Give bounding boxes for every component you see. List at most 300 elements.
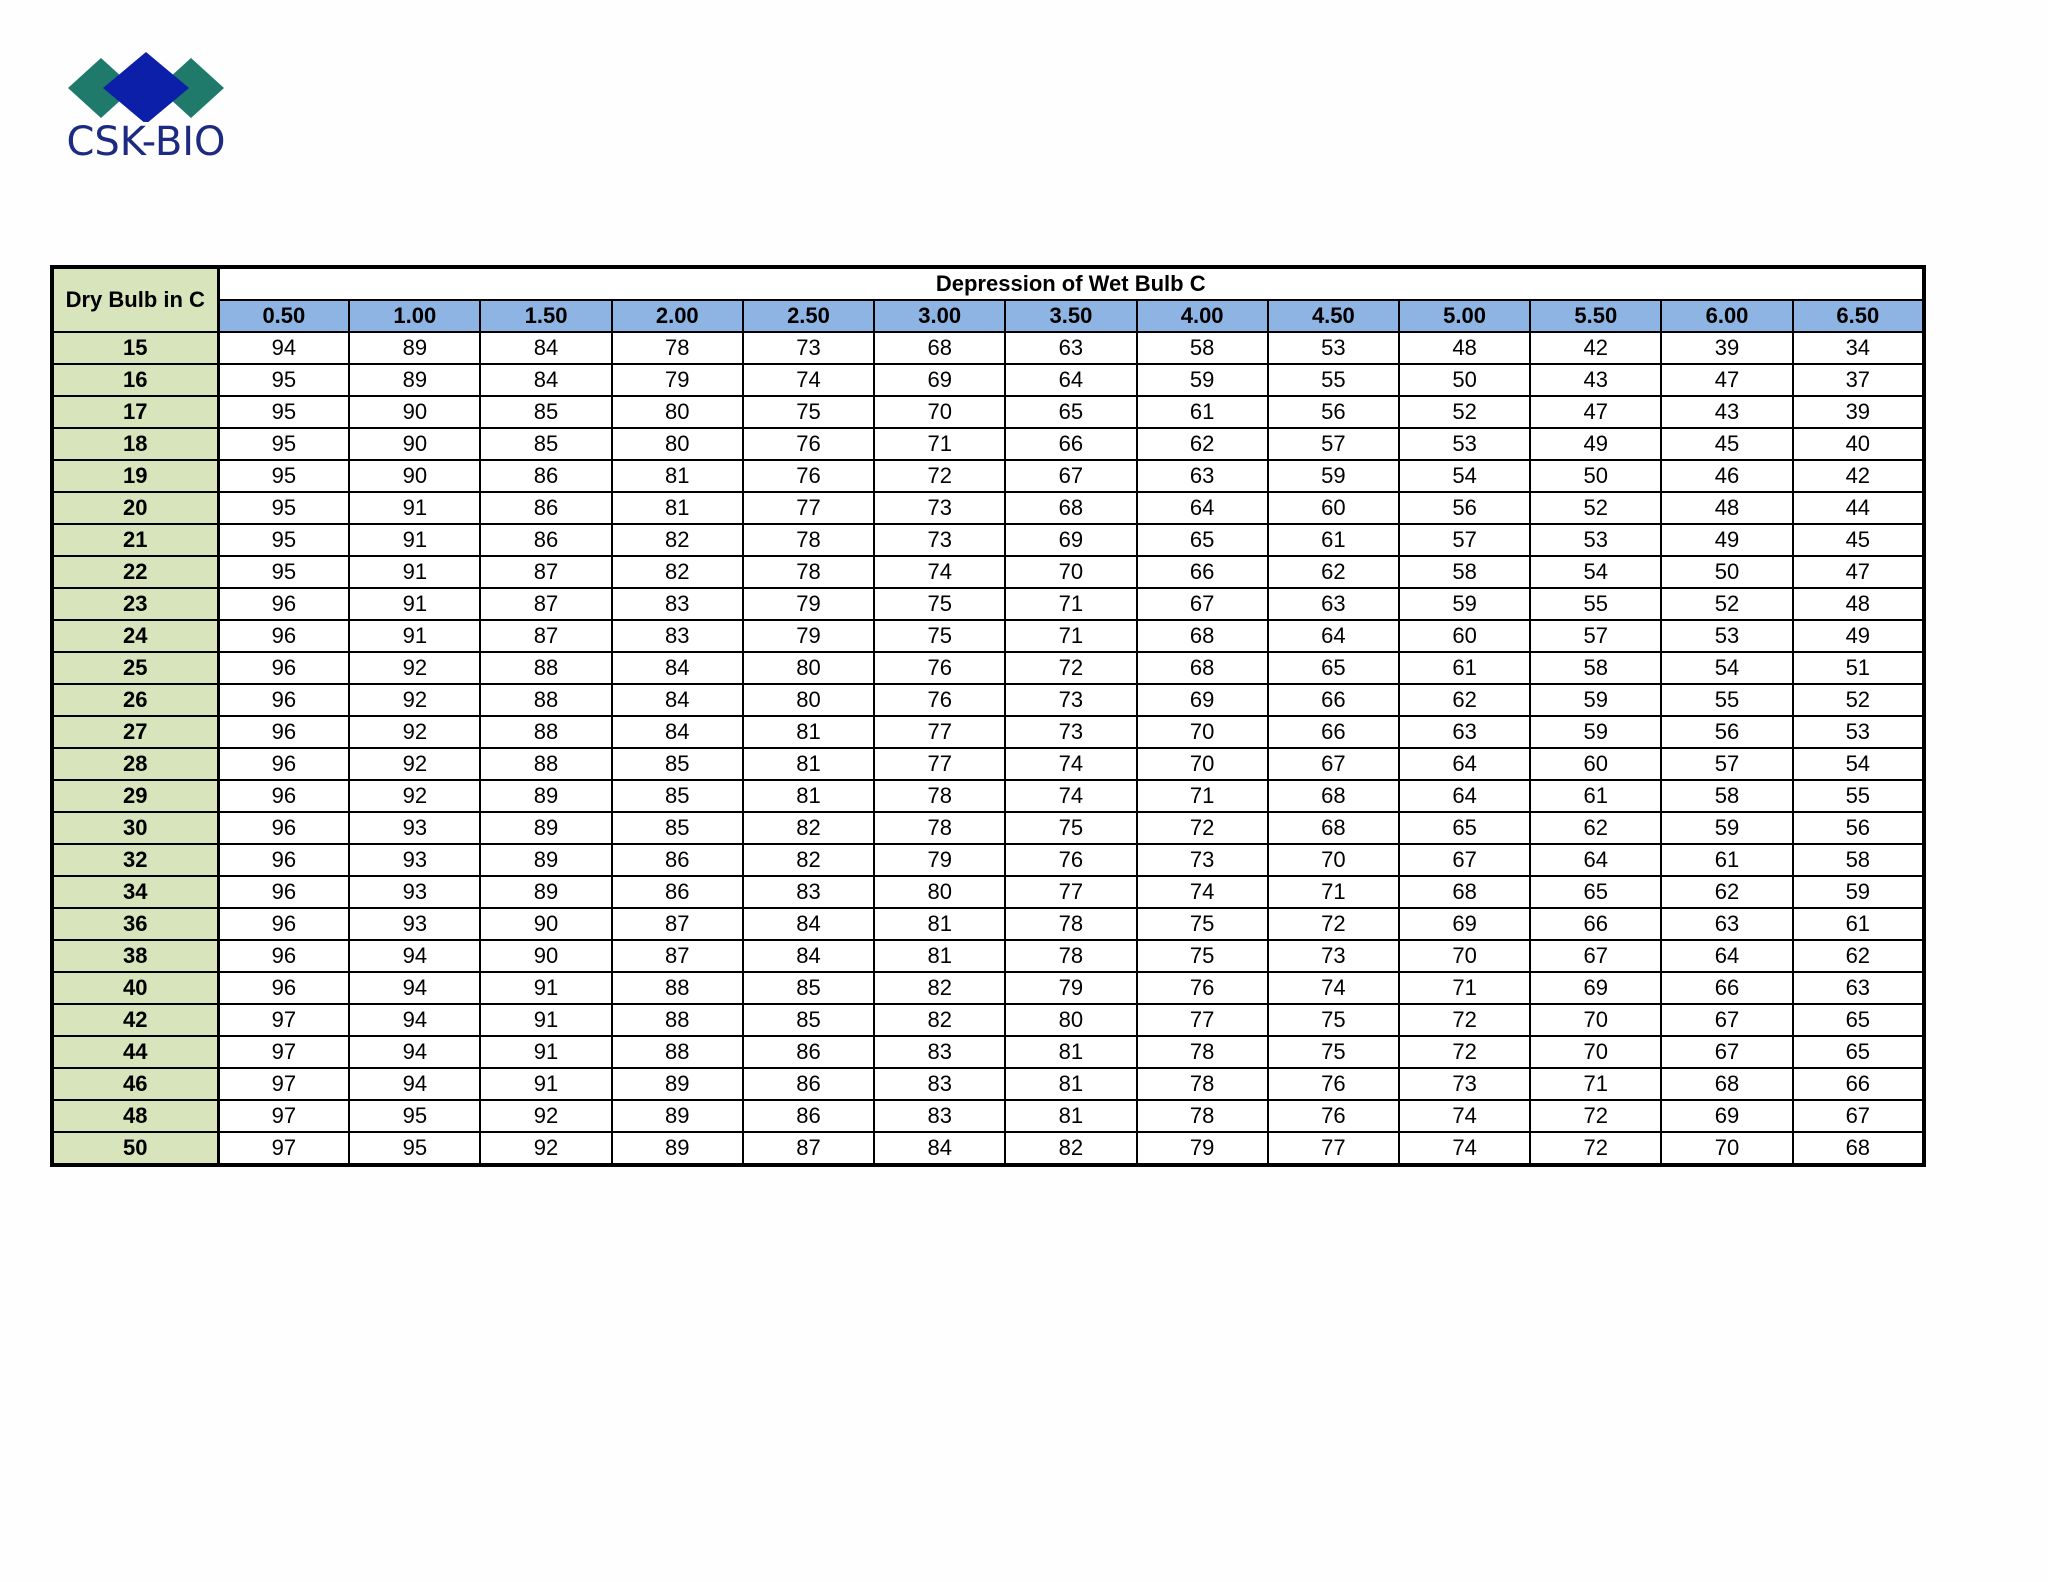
- humidity-cell: 92: [349, 716, 480, 748]
- dry-bulb-value: 18: [52, 428, 218, 460]
- humidity-cell: 97: [218, 1068, 349, 1100]
- humidity-cell: 63: [1793, 972, 1924, 1004]
- table-row: [52, 556, 1924, 588]
- humidity-cell: 81: [612, 460, 743, 492]
- humidity-cell: 78: [1005, 940, 1136, 972]
- relative-humidity-table: [50, 265, 1926, 1167]
- humidity-cell: 76: [743, 428, 874, 460]
- humidity-cell: 34: [1793, 332, 1924, 364]
- dry-bulb-value: 32: [52, 844, 218, 876]
- humidity-cell: 57: [1530, 620, 1661, 652]
- table-row: [52, 1004, 1924, 1036]
- humidity-cell: 67: [1793, 1100, 1924, 1132]
- humidity-cell: 96: [218, 780, 349, 812]
- dry-bulb-value: 29: [52, 780, 218, 812]
- humidity-cell: 78: [1137, 1036, 1268, 1068]
- humidity-cell: 85: [743, 972, 874, 1004]
- column-header: 3.50: [1005, 300, 1136, 332]
- column-header: 6.50: [1793, 300, 1924, 332]
- dry-bulb-value: 50: [52, 1132, 218, 1165]
- humidity-cell: 76: [1005, 844, 1136, 876]
- humidity-cell: 58: [1793, 844, 1924, 876]
- humidity-cell: 69: [1005, 524, 1136, 556]
- humidity-cell: 65: [1399, 812, 1530, 844]
- humidity-cell: 97: [218, 1132, 349, 1165]
- humidity-cell: 91: [480, 1068, 611, 1100]
- column-header: 0.50: [218, 300, 349, 332]
- dry-bulb-value: 25: [52, 652, 218, 684]
- humidity-cell: 87: [480, 556, 611, 588]
- humidity-cell: 59: [1793, 876, 1924, 908]
- humidity-cell: 91: [349, 524, 480, 556]
- humidity-cell: 62: [1137, 428, 1268, 460]
- humidity-cell: 84: [612, 684, 743, 716]
- humidity-cell: 95: [349, 1100, 480, 1132]
- humidity-cell: 96: [218, 876, 349, 908]
- humidity-cell: 95: [218, 364, 349, 396]
- humidity-cell: 79: [612, 364, 743, 396]
- humidity-cell: 68: [1661, 1068, 1792, 1100]
- humidity-cell: 79: [743, 588, 874, 620]
- column-header: 1.50: [480, 300, 611, 332]
- dry-bulb-value: 17: [52, 396, 218, 428]
- humidity-cell: 59: [1530, 716, 1661, 748]
- humidity-cell: 59: [1530, 684, 1661, 716]
- column-header: 4.50: [1268, 300, 1399, 332]
- humidity-cell: 67: [1005, 460, 1136, 492]
- table-row: [52, 972, 1924, 1004]
- humidity-cell: 96: [218, 972, 349, 1004]
- column-header: 2.00: [612, 300, 743, 332]
- humidity-cell: 76: [1137, 972, 1268, 1004]
- dry-bulb-value: 30: [52, 812, 218, 844]
- humidity-cell: 79: [1005, 972, 1136, 1004]
- table-row: [52, 908, 1924, 940]
- dry-bulb-value: 38: [52, 940, 218, 972]
- humidity-cell: 50: [1399, 364, 1530, 396]
- humidity-cell: 42: [1530, 332, 1661, 364]
- dry-bulb-value: 44: [52, 1036, 218, 1068]
- humidity-cell: 62: [1399, 684, 1530, 716]
- table-group-header-row: [52, 267, 1924, 300]
- humidity-cell: 60: [1399, 620, 1530, 652]
- humidity-cell: 64: [1137, 492, 1268, 524]
- humidity-cell: 70: [1137, 748, 1268, 780]
- humidity-cell: 81: [743, 716, 874, 748]
- humidity-cell: 83: [612, 588, 743, 620]
- humidity-cell: 80: [743, 684, 874, 716]
- humidity-cell: 87: [480, 620, 611, 652]
- humidity-cell: 63: [1399, 716, 1530, 748]
- humidity-cell: 59: [1268, 460, 1399, 492]
- humidity-cell: 76: [874, 652, 1005, 684]
- humidity-cell: 76: [874, 684, 1005, 716]
- humidity-cell: 94: [349, 1068, 480, 1100]
- humidity-cell: 78: [1005, 908, 1136, 940]
- humidity-cell: 85: [480, 396, 611, 428]
- humidity-cell: 86: [480, 492, 611, 524]
- humidity-cell: 65: [1005, 396, 1136, 428]
- humidity-cell: 39: [1661, 332, 1792, 364]
- humidity-cell: 80: [612, 396, 743, 428]
- humidity-cell: 61: [1793, 908, 1924, 940]
- humidity-cell: 77: [1268, 1132, 1399, 1165]
- humidity-cell: 91: [480, 1036, 611, 1068]
- humidity-cell: 49: [1793, 620, 1924, 652]
- humidity-cell: 96: [218, 844, 349, 876]
- dry-bulb-value: 22: [52, 556, 218, 588]
- humidity-cell: 89: [480, 812, 611, 844]
- humidity-cell: 49: [1530, 428, 1661, 460]
- humidity-cell: 73: [1005, 684, 1136, 716]
- humidity-cell: 88: [480, 716, 611, 748]
- humidity-cell: 46: [1661, 460, 1792, 492]
- dry-bulb-value: 42: [52, 1004, 218, 1036]
- humidity-cell: 80: [1005, 1004, 1136, 1036]
- table-row: [52, 364, 1924, 396]
- humidity-cell: 73: [1399, 1068, 1530, 1100]
- humidity-cell: 37: [1793, 364, 1924, 396]
- humidity-cell: 81: [1005, 1100, 1136, 1132]
- table-row: [52, 620, 1924, 652]
- humidity-cell: 43: [1661, 396, 1792, 428]
- humidity-cell: 71: [1005, 620, 1136, 652]
- humidity-cell: 72: [874, 460, 1005, 492]
- humidity-cell: 72: [1137, 812, 1268, 844]
- humidity-cell: 85: [612, 812, 743, 844]
- table-row: [52, 332, 1924, 364]
- humidity-cell: 74: [1399, 1100, 1530, 1132]
- column-header: 6.00: [1661, 300, 1792, 332]
- humidity-cell: 52: [1793, 684, 1924, 716]
- humidity-cell: 61: [1661, 844, 1792, 876]
- table-row: [52, 748, 1924, 780]
- humidity-cell: 88: [480, 748, 611, 780]
- humidity-cell: 53: [1399, 428, 1530, 460]
- humidity-cell: 66: [1137, 556, 1268, 588]
- humidity-cell: 89: [349, 332, 480, 364]
- company-logo: [56, 52, 236, 182]
- humidity-cell: 49: [1661, 524, 1792, 556]
- humidity-cell: 47: [1793, 556, 1924, 588]
- humidity-cell: 72: [1399, 1036, 1530, 1068]
- humidity-cell: 77: [874, 748, 1005, 780]
- column-header: 1.00: [349, 300, 480, 332]
- dry-bulb-value: 19: [52, 460, 218, 492]
- dry-bulb-value: 28: [52, 748, 218, 780]
- humidity-cell: 73: [1268, 940, 1399, 972]
- humidity-cell: 71: [1137, 780, 1268, 812]
- humidity-cell: 47: [1661, 364, 1792, 396]
- humidity-cell: 53: [1530, 524, 1661, 556]
- humidity-cell: 45: [1793, 524, 1924, 556]
- humidity-cell: 82: [612, 524, 743, 556]
- humidity-cell: 89: [612, 1132, 743, 1165]
- humidity-cell: 85: [480, 428, 611, 460]
- humidity-cell: 52: [1399, 396, 1530, 428]
- humidity-cell: 93: [349, 908, 480, 940]
- humidity-cell: 92: [349, 652, 480, 684]
- logo-text: CSK-BIO: [66, 119, 226, 165]
- humidity-cell: 77: [1005, 876, 1136, 908]
- humidity-cell: 74: [1268, 972, 1399, 1004]
- humidity-cell: 53: [1661, 620, 1792, 652]
- dry-bulb-value: 48: [52, 1100, 218, 1132]
- humidity-cell: 84: [743, 908, 874, 940]
- humidity-cell: 56: [1399, 492, 1530, 524]
- table-row: [52, 652, 1924, 684]
- humidity-cell: 79: [1137, 1132, 1268, 1165]
- humidity-cell: 78: [874, 812, 1005, 844]
- humidity-cell: 57: [1399, 524, 1530, 556]
- humidity-cell: 70: [1137, 716, 1268, 748]
- humidity-cell: 78: [874, 780, 1005, 812]
- humidity-cell: 55: [1661, 684, 1792, 716]
- table-row: [52, 1068, 1924, 1100]
- humidity-cell: 95: [218, 556, 349, 588]
- humidity-cell: 81: [1005, 1036, 1136, 1068]
- table-column-header-row: [52, 300, 1924, 332]
- humidity-cell: 70: [1661, 1132, 1792, 1165]
- humidity-cell: 75: [1137, 908, 1268, 940]
- dry-bulb-header: Dry Bulb in C: [52, 267, 218, 332]
- humidity-cell: 78: [1137, 1100, 1268, 1132]
- humidity-cell: 67: [1661, 1036, 1792, 1068]
- humidity-cell: 75: [1137, 940, 1268, 972]
- humidity-cell: 69: [874, 364, 1005, 396]
- humidity-cell: 65: [1793, 1004, 1924, 1036]
- dry-bulb-value: 20: [52, 492, 218, 524]
- humidity-cell: 58: [1661, 780, 1792, 812]
- humidity-cell: 83: [874, 1036, 1005, 1068]
- humidity-cell: 77: [874, 716, 1005, 748]
- humidity-cell: 95: [218, 524, 349, 556]
- humidity-cell: 81: [874, 908, 1005, 940]
- table-row: [52, 844, 1924, 876]
- humidity-cell: 80: [743, 652, 874, 684]
- humidity-cell: 75: [743, 396, 874, 428]
- humidity-cell: 64: [1005, 364, 1136, 396]
- dry-bulb-value: 24: [52, 620, 218, 652]
- dry-bulb-value: 36: [52, 908, 218, 940]
- humidity-cell: 66: [1530, 908, 1661, 940]
- humidity-cell: 94: [218, 332, 349, 364]
- humidity-cell: 74: [1005, 780, 1136, 812]
- humidity-cell: 70: [1530, 1036, 1661, 1068]
- diamond-logo-icon: [56, 52, 236, 122]
- table-body: [52, 332, 1924, 1165]
- humidity-cell: 74: [1137, 876, 1268, 908]
- humidity-cell: 48: [1661, 492, 1792, 524]
- humidity-cell: 68: [1793, 1132, 1924, 1165]
- column-header: 5.50: [1530, 300, 1661, 332]
- humidity-cell: 68: [1137, 620, 1268, 652]
- humidity-cell: 65: [1793, 1036, 1924, 1068]
- humidity-cell: 58: [1137, 332, 1268, 364]
- humidity-cell: 69: [1399, 908, 1530, 940]
- humidity-cell: 97: [218, 1004, 349, 1036]
- column-header: 3.00: [874, 300, 1005, 332]
- humidity-cell: 88: [480, 652, 611, 684]
- humidity-cell: 84: [743, 940, 874, 972]
- humidity-cell: 96: [218, 940, 349, 972]
- humidity-cell: 87: [612, 940, 743, 972]
- humidity-cell: 84: [612, 652, 743, 684]
- humidity-cell: 82: [743, 844, 874, 876]
- humidity-cell: 48: [1793, 588, 1924, 620]
- humidity-cell: 92: [480, 1100, 611, 1132]
- humidity-cell: 73: [1137, 844, 1268, 876]
- humidity-cell: 62: [1530, 812, 1661, 844]
- humidity-cell: 76: [1268, 1068, 1399, 1100]
- humidity-cell: 84: [612, 716, 743, 748]
- table-row: [52, 588, 1924, 620]
- humidity-cell: 70: [1005, 556, 1136, 588]
- humidity-cell: 52: [1530, 492, 1661, 524]
- humidity-cell: 74: [1399, 1132, 1530, 1165]
- humidity-cell: 92: [349, 684, 480, 716]
- humidity-cell: 69: [1137, 684, 1268, 716]
- humidity-cell: 68: [1268, 780, 1399, 812]
- humidity-cell: 55: [1268, 364, 1399, 396]
- humidity-cell: 73: [874, 524, 1005, 556]
- humidity-cell: 71: [1005, 588, 1136, 620]
- humidity-cell: 97: [218, 1036, 349, 1068]
- table-row: [52, 812, 1924, 844]
- humidity-cell: 78: [1137, 1068, 1268, 1100]
- dry-bulb-value: 26: [52, 684, 218, 716]
- table-row: [52, 492, 1924, 524]
- humidity-cell: 50: [1661, 556, 1792, 588]
- humidity-cell: 51: [1793, 652, 1924, 684]
- humidity-cell: 86: [612, 876, 743, 908]
- humidity-cell: 71: [874, 428, 1005, 460]
- humidity-cell: 78: [612, 332, 743, 364]
- humidity-cell: 95: [218, 396, 349, 428]
- humidity-cell: 95: [349, 1132, 480, 1165]
- humidity-cell: 63: [1661, 908, 1792, 940]
- humidity-cell: 58: [1399, 556, 1530, 588]
- humidity-cell: 70: [1268, 844, 1399, 876]
- humidity-cell: 90: [480, 908, 611, 940]
- humidity-cell: 64: [1530, 844, 1661, 876]
- humidity-cell: 64: [1399, 780, 1530, 812]
- humidity-cell: 90: [349, 460, 480, 492]
- humidity-cell: 67: [1530, 940, 1661, 972]
- humidity-cell: 76: [1268, 1100, 1399, 1132]
- humidity-cell: 87: [480, 588, 611, 620]
- humidity-cell: 54: [1793, 748, 1924, 780]
- humidity-cell: 55: [1530, 588, 1661, 620]
- humidity-cell: 86: [743, 1068, 874, 1100]
- humidity-cell: 58: [1530, 652, 1661, 684]
- humidity-cell: 82: [612, 556, 743, 588]
- humidity-cell: 95: [218, 492, 349, 524]
- humidity-cell: 62: [1793, 940, 1924, 972]
- humidity-cell: 86: [480, 524, 611, 556]
- humidity-cell: 89: [612, 1068, 743, 1100]
- table-row: [52, 524, 1924, 556]
- humidity-cell: 61: [1530, 780, 1661, 812]
- humidity-cell: 60: [1268, 492, 1399, 524]
- humidity-cell: 74: [874, 556, 1005, 588]
- humidity-cell: 67: [1137, 588, 1268, 620]
- humidity-cell: 45: [1661, 428, 1792, 460]
- humidity-cell: 47: [1530, 396, 1661, 428]
- humidity-cell: 75: [1005, 812, 1136, 844]
- humidity-cell: 52: [1661, 588, 1792, 620]
- humidity-cell: 63: [1268, 588, 1399, 620]
- humidity-cell: 89: [480, 876, 611, 908]
- humidity-cell: 84: [480, 332, 611, 364]
- humidity-cell: 81: [874, 940, 1005, 972]
- humidity-cell: 95: [218, 460, 349, 492]
- humidity-cell: 56: [1793, 812, 1924, 844]
- humidity-cell: 76: [743, 460, 874, 492]
- humidity-cell: 53: [1268, 332, 1399, 364]
- humidity-cell: 61: [1399, 652, 1530, 684]
- humidity-cell: 65: [1530, 876, 1661, 908]
- table-row: [52, 460, 1924, 492]
- humidity-cell: 68: [1137, 652, 1268, 684]
- humidity-cell: 67: [1268, 748, 1399, 780]
- humidity-cell: 96: [218, 748, 349, 780]
- humidity-cell: 91: [349, 556, 480, 588]
- humidity-cell: 44: [1793, 492, 1924, 524]
- humidity-cell: 90: [349, 396, 480, 428]
- humidity-cell: 91: [480, 1004, 611, 1036]
- humidity-cell: 68: [874, 332, 1005, 364]
- wet-bulb-depression-header: Depression of Wet Bulb C: [218, 267, 1924, 300]
- humidity-cell: 72: [1268, 908, 1399, 940]
- humidity-cell: 57: [1268, 428, 1399, 460]
- table-row: [52, 684, 1924, 716]
- humidity-cell: 93: [349, 876, 480, 908]
- humidity-cell: 87: [612, 908, 743, 940]
- humidity-cell: 86: [612, 844, 743, 876]
- humidity-cell: 71: [1268, 876, 1399, 908]
- humidity-cell: 82: [1005, 1132, 1136, 1165]
- humidity-cell: 93: [349, 844, 480, 876]
- humidity-cell: 70: [1530, 1004, 1661, 1036]
- humidity-cell: 61: [1268, 524, 1399, 556]
- humidity-cell: 80: [612, 428, 743, 460]
- humidity-cell: 65: [1137, 524, 1268, 556]
- humidity-cell: 70: [1399, 940, 1530, 972]
- dry-bulb-value: 21: [52, 524, 218, 556]
- table-row: [52, 876, 1924, 908]
- humidity-cell: 94: [349, 1036, 480, 1068]
- humidity-cell: 55: [1793, 780, 1924, 812]
- humidity-cell: 86: [480, 460, 611, 492]
- humidity-cell: 89: [349, 364, 480, 396]
- humidity-cell: 78: [743, 556, 874, 588]
- humidity-cell: 72: [1399, 1004, 1530, 1036]
- humidity-cell: 60: [1530, 748, 1661, 780]
- humidity-cell: 82: [874, 972, 1005, 1004]
- humidity-cell: 96: [218, 588, 349, 620]
- humidity-cell: 87: [743, 1132, 874, 1165]
- dry-bulb-value: 34: [52, 876, 218, 908]
- humidity-cell: 94: [349, 940, 480, 972]
- humidity-cell: 84: [480, 364, 611, 396]
- humidity-cell: 90: [349, 428, 480, 460]
- humidity-cell: 62: [1268, 556, 1399, 588]
- humidity-cell: 59: [1399, 588, 1530, 620]
- humidity-cell: 67: [1399, 844, 1530, 876]
- humidity-cell: 83: [874, 1100, 1005, 1132]
- humidity-cell: 72: [1530, 1132, 1661, 1165]
